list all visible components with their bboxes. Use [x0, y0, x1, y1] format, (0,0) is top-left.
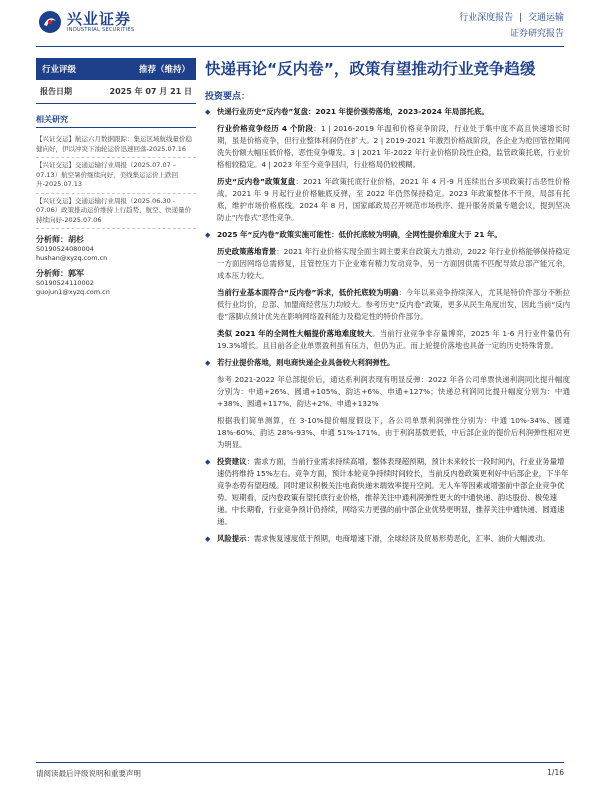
paragraph — [217, 287, 570, 323]
logo-text-cn: 兴业证券 — [67, 9, 132, 28]
footer-disclaimer[interactable]: 请阅读最后评级说明和重要声明 — [36, 769, 141, 778]
key-point-title: 风险提示 — [217, 534, 247, 543]
paragraph-text: ：2021 年政策托底行业价格，2021 年 4 月-9 月连续出台多项政策打击恶性价格战。2021 年 9 月起行业价格触底反弹，至 2022 年仍然保持稳定。2023 年政策整体不干预，局部有托底，维护市场价格底线。2024 年 8 月，国家邮政局召开规范市场秩序、提升服务质量专题会议，提到坚决防止“内卷式”恶性竞争。 — [217, 177, 570, 222]
page-number: 1/16 — [547, 768, 564, 777]
report-title: 快递再论“反内卷”，政策有望推动行业竞争趋缓 — [205, 60, 536, 78]
main-content — [205, 58, 570, 550]
paragraph-lead: 类似 2021 年的全网性大幅提价落地难度较大 — [217, 329, 373, 338]
key-point — [205, 456, 570, 528]
report-date-row — [36, 80, 196, 104]
section-heading: 投资要点： — [205, 92, 251, 102]
paragraph: 参考 2021-2022 年总部提价后，通达系利润表现有明显反弹：2022 年各公司单票快递利润同比提升幅度分别为：中通+26%、圆通+105%、韵达+6%、申通+127%；快递总利润同比提升幅度分别为：中通+38%、圆通+117%、韵达+2%、申通+132% — [217, 375, 570, 408]
analyst-name: 分析师：胡杉 — [36, 235, 84, 244]
analyst-block — [36, 235, 196, 263]
paragraph-text: ：1 | 2016-2019 年温和价格竞争阶段，行业处于集中度不高且快速增长时期，虽是价格竞争，但行业整体利润仍在扩大。2 | 2019-2021 年激烈价格战阶段，各企业为抢回管控期间洗失份额大幅压低价格，恶性竞争爆发。3 | 2021 年-2022 年行业价格阶段性企稳，监管政策托底，行业价格相较稳定。4 | 2023 年至今竞争回归，行业格局仍较模糊。 — [217, 124, 571, 169]
sidebar — [36, 58, 196, 297]
date-value: 2025 年 07 月 21 日 — [109, 87, 192, 96]
key-point — [205, 533, 570, 545]
rating-value: 推荐（维持） — [138, 65, 190, 75]
related-item[interactable]: 【兴证交运】交通运输行业周报（2025.06.30 - 07.06）政策推动运价维持上行趋势，航空、快递量价持续向好-2025.07.06 — [36, 194, 196, 230]
analyst-block — [36, 269, 196, 297]
paragraph — [217, 123, 570, 171]
report-category: 证券研究报告 — [509, 29, 564, 39]
key-point — [205, 229, 570, 241]
paragraph — [217, 328, 570, 352]
paragraph-lead: 历史政策落地背景 — [217, 247, 277, 256]
report-header — [0, 0, 600, 50]
paragraph — [217, 176, 570, 224]
paragraph-lead: 历史“反内卷”政策复盘 — [217, 177, 296, 186]
key-point-title: 2025 年“反内卷”政策实施可能性：低价托底较为明确，全网性提价难度大于 21 年。 — [217, 230, 502, 239]
paragraph: 根据我们简单测算，在 3-10%提价幅度假设下，各公司单票利润弹性分别为：中通 10%-34%、圆通 18%-60%、韵达 28%-93%、申通 51%-171%。由于利润基数更低，中后部企业的提价后利润弹性相对更为明显。 — [217, 416, 570, 449]
paragraph — [217, 246, 570, 282]
report-type: 行业深度报告 — [459, 13, 514, 23]
related-item[interactable]: 【兴证交运】交通运输行业周报（2025.07.07 – 07.13）航空暑价继续向好，美线集运运价上跌回升-2025.07.13 — [36, 158, 196, 194]
header-separator: | — [519, 13, 523, 23]
rating-label: 行业评级 — [42, 65, 77, 75]
analyst-email[interactable]: guojun1@xyzq.com.cn — [36, 288, 110, 296]
rating-bar — [36, 58, 196, 80]
logo-text-en: INDUSTRIAL SECURITIES — [67, 26, 135, 33]
date-label: 报告日期 — [40, 87, 72, 96]
analyst-cert: S0190524080004 — [36, 245, 94, 253]
key-point-text: ：需求恢复速度低于预期，电商增速下滑，全球经济及贸易形势恶化，汇率、油价大幅波动。 — [246, 534, 550, 543]
header-divider — [36, 46, 564, 47]
paragraph-lead: 行业价格竞争经历 4 个阶段 — [217, 124, 314, 133]
paragraph-text: ：2021 年行业价格实现全面主调主要来自政策大力推动，2022 年行业价格能够保持稳定一方面因网络总需修复，且管控压力下企业难有精力发动竞争，另一方面因供需不匹配导致总部产能冗余，成本压力较大。 — [217, 247, 570, 280]
analyst-cert: S0190524110002 — [36, 279, 94, 287]
company-logo — [38, 10, 134, 34]
paragraph-lead: 当前行业基本面符合“反内卷”诉求，低价托底较为明确 — [217, 288, 399, 297]
key-point-title: 投资建议 — [217, 457, 247, 466]
paragraph-text: 。当前行业竞争非存量博弈，2025 年 1-6 月行业件量仍有 19.3%增长。且目前各企业单票盈利虽有压力，但仍为正。而上轮提价落地也具备一定的历史特殊背景。 — [217, 329, 571, 350]
key-point-title: 若行业提价落地，则电商快递企业具备较大利润弹性。 — [217, 358, 395, 367]
header-meta — [456, 10, 564, 42]
analyst-name: 分析师：郭军 — [36, 269, 84, 278]
related-item[interactable]: 【兴证交运】航运六月数据跟踪：集运区域航线量价稳健向好，伊以冲突下油轮运价迅速回落-2025.07.16 — [36, 132, 196, 158]
paragraph-text: ：今年以来竞争持续深入，尤其是特价件部分不断拉低行业均价，总部、加盟商经营压力均较大。参考历史“反内卷”政策，更多从民生角度出发，因此当前“反内卷”落脚点预计优先在影响网络盈利能力及稳定性的特价件部分。 — [217, 288, 570, 321]
key-point-title: 快递行业历史“反内卷”复盘：2021 年提价强势落地，2023-2024 年局部托底。 — [217, 107, 489, 116]
page-footer — [36, 762, 564, 779]
key-point — [205, 357, 570, 369]
analyst-email[interactable]: hushan@xyzq.com.cn — [36, 254, 108, 262]
related-research-title: 相关研究 — [36, 114, 196, 128]
logo-mark-icon — [38, 10, 62, 34]
key-point-text: ：需求方面，当前行业需求持续高增，整体表现超预期，预计未来较长一段时间内，行业业务量增速仍将维持 15%左右。竞争方面，预计本轮竞争持续时间较长，当前反内卷政策更利好中后部企业，下半年竞争态势有望趋缓。同时建议积极关注电商快递末端效率提升空间。无人车等因素或增强前中部企业竞争优势。短期看，反内卷政策有望托底行业价格，推荐关注中通利润弹性更大的中通快递、韵达股份、极兔速递。中长期看，行业竞争预计仍持续，网络实力更强的前中部企业优势更明显，推荐关注中通快递、圆通速递。 — [217, 457, 569, 526]
industry-name: 交通运输 — [527, 13, 564, 23]
related-research-list — [36, 132, 196, 229]
key-point — [205, 106, 570, 118]
